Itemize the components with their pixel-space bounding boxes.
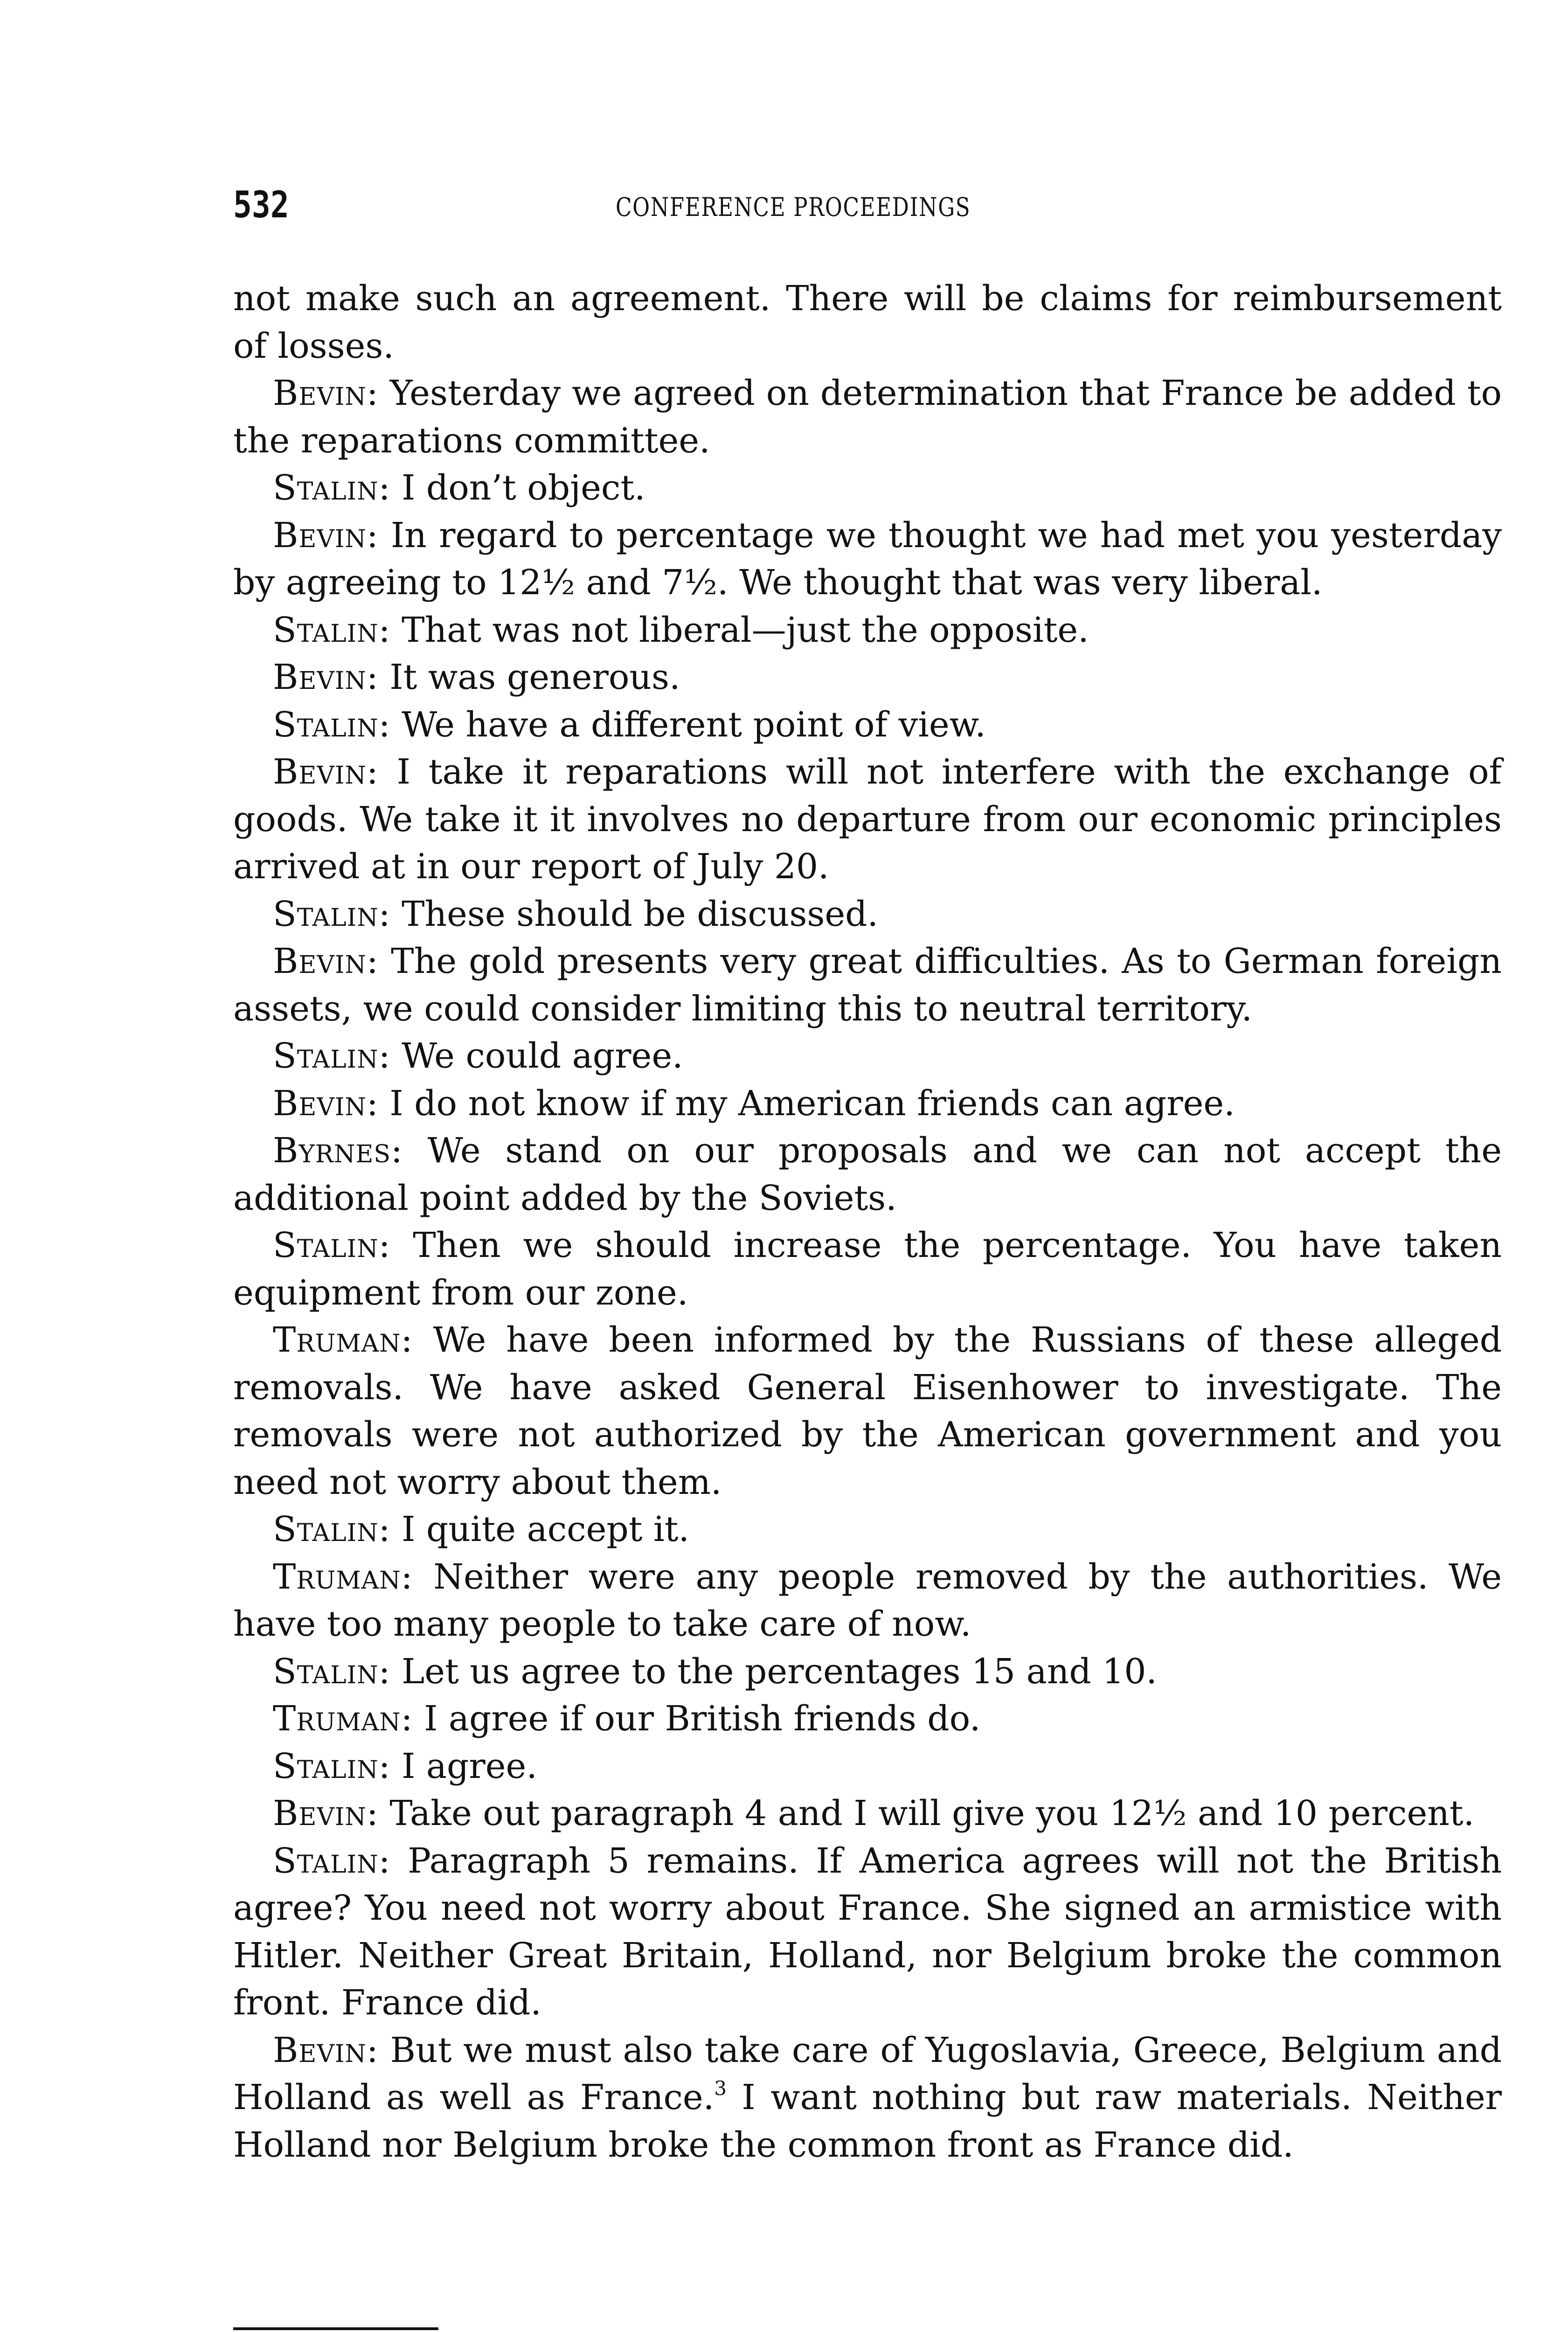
speaker-name: Bevin:: [273, 1793, 379, 1833]
transcript-paragraph: [233, 654, 1502, 701]
paragraph-text: In regard to percentage we thought we had met you yesterday by agreeing to 12½ and 7½. We thought that was very liberal.: [233, 515, 1502, 603]
paragraph-text: Neither were any people removed by the authorities. We have too many people to take care of now.: [233, 1556, 1502, 1644]
paragraph-text: But we must also take care of Yugoslavia, Greece, Belgium and Holland as well as France.: [233, 2030, 1502, 2117]
transcript-paragraph: [233, 1080, 1502, 1128]
paragraph-text: I want nothing but raw materials. Neither Holland nor Belgium broke the common front as France did.: [233, 2077, 1502, 2165]
transcript-paragraph: [233, 1317, 1502, 1506]
paragraph-text: The gold presents very great difficulties. As to German foreign assets, we could consider limiting this to neutral territory.: [233, 941, 1502, 1029]
speaker-name: Stalin:: [273, 1746, 391, 1786]
transcript-paragraph: [233, 938, 1502, 1033]
paragraph-text: I agree.: [390, 1746, 537, 1786]
page-number: 532: [233, 184, 289, 226]
paragraph-text: Take out paragraph 4 and I will give you 12½ and 10 percent.: [378, 1793, 1475, 1833]
transcript-paragraph: [233, 1695, 1502, 1743]
speaker-name: Truman:: [273, 1699, 413, 1739]
speaker-name: Stalin:: [273, 1509, 391, 1549]
transcript-paragraph: [233, 370, 1502, 465]
transcript-paragraph: [233, 465, 1502, 512]
speaker-name: Bevin:: [273, 752, 379, 792]
transcript-paragraph: [233, 1222, 1502, 1317]
speaker-name: Bevin:: [273, 515, 379, 555]
paragraph-text: I don’t object.: [390, 468, 645, 508]
speaker-name: Stalin:: [273, 610, 391, 650]
paragraph-text: We have been informed by the Russians of these alleged removals. We have asked General Eisenhower to investigate. The removals were not authorized by the American government and you need not worry about them.: [233, 1320, 1502, 1502]
paragraph-text: These should be discussed.: [390, 894, 879, 934]
transcript-paragraph: [233, 749, 1502, 891]
speaker-name: Stalin:: [273, 704, 391, 745]
speaker-name: Bevin:: [273, 657, 379, 697]
speaker-name: Stalin:: [273, 1225, 391, 1265]
paragraph-text: That was not liberal—just the opposite.: [390, 610, 1089, 650]
transcript-paragraph: [233, 1790, 1502, 1838]
transcript-paragraph: [233, 1506, 1502, 1554]
paragraph-text: We have a different point of view.: [390, 704, 986, 745]
transcript-paragraph: [233, 701, 1502, 749]
paragraph-text: Then we should increase the percentage. You have taken equipment from our zone.: [233, 1225, 1502, 1313]
speaker-name: Stalin:: [273, 468, 391, 508]
paragraph-text: Yesterday we agreed on determination that France be added to the reparations committee.: [233, 373, 1502, 461]
transcript-paragraph: [233, 1838, 1502, 2027]
paragraph-text: We could agree.: [390, 1036, 683, 1076]
footnote-divider: [233, 2327, 438, 2330]
speaker-name: Stalin:: [273, 1651, 391, 1692]
transcript-paragraph: [233, 1033, 1502, 1080]
speaker-name: Stalin:: [273, 1036, 391, 1076]
speaker-name: Truman:: [273, 1556, 413, 1597]
transcript-paragraph: [233, 1648, 1502, 1696]
speaker-name: Stalin:: [273, 1840, 391, 1881]
paragraph-text: It was generous.: [378, 657, 680, 697]
paragraph-text: We stand on our proposals and we can not accept the additional point added by the Soviets.: [233, 1131, 1502, 1218]
running-head: CONFERENCE PROCEEDINGS: [616, 192, 971, 222]
speaker-name: Byrnes:: [273, 1131, 403, 1171]
paragraph-text: I do not know if my American friends can agree.: [378, 1083, 1235, 1124]
footnote-reference[interactable]: 3: [714, 2077, 727, 2100]
transcript-paragraph: [233, 607, 1502, 654]
speaker-name: Truman:: [273, 1320, 413, 1360]
transcript-paragraph: [233, 1127, 1502, 1222]
transcript-paragraph: [233, 2027, 1502, 2169]
paragraph-text: I quite accept it.: [390, 1509, 689, 1549]
paragraph-text: not make such an agreement. There will be claims for reimbursement of losses.: [233, 278, 1502, 366]
paragraph-text: I take it reparations will not interfere with the exchange of goods. We take it it involves no departure from our economic principles arrived at in our report of July 20.: [233, 752, 1502, 887]
speaker-name: Stalin:: [273, 894, 391, 934]
speaker-name: Bevin:: [273, 373, 379, 413]
speaker-name: Bevin:: [273, 1083, 379, 1124]
speaker-name: Bevin:: [273, 941, 379, 981]
paragraph-text: Paragraph 5 remains. If America agrees will not the British agree? You need not worry about France. She signed an armistice with Hitler. Neither Great Britain, Holland, nor Belgium broke the common front. France did.: [233, 1840, 1502, 2023]
paragraph-text: Let us agree to the percentages 15 and 10.: [390, 1651, 1157, 1692]
transcript-paragraph: [233, 891, 1502, 938]
transcript-body: [233, 275, 1502, 2169]
transcript-paragraph: [233, 512, 1502, 607]
paragraph-text: I agree if our British friends do.: [413, 1699, 981, 1739]
speaker-name: Bevin:: [273, 2030, 379, 2070]
transcript-paragraph: [233, 1554, 1502, 1648]
transcript-paragraph: [233, 1743, 1502, 1791]
page-header: [233, 184, 1502, 226]
transcript-paragraph: [233, 275, 1502, 370]
